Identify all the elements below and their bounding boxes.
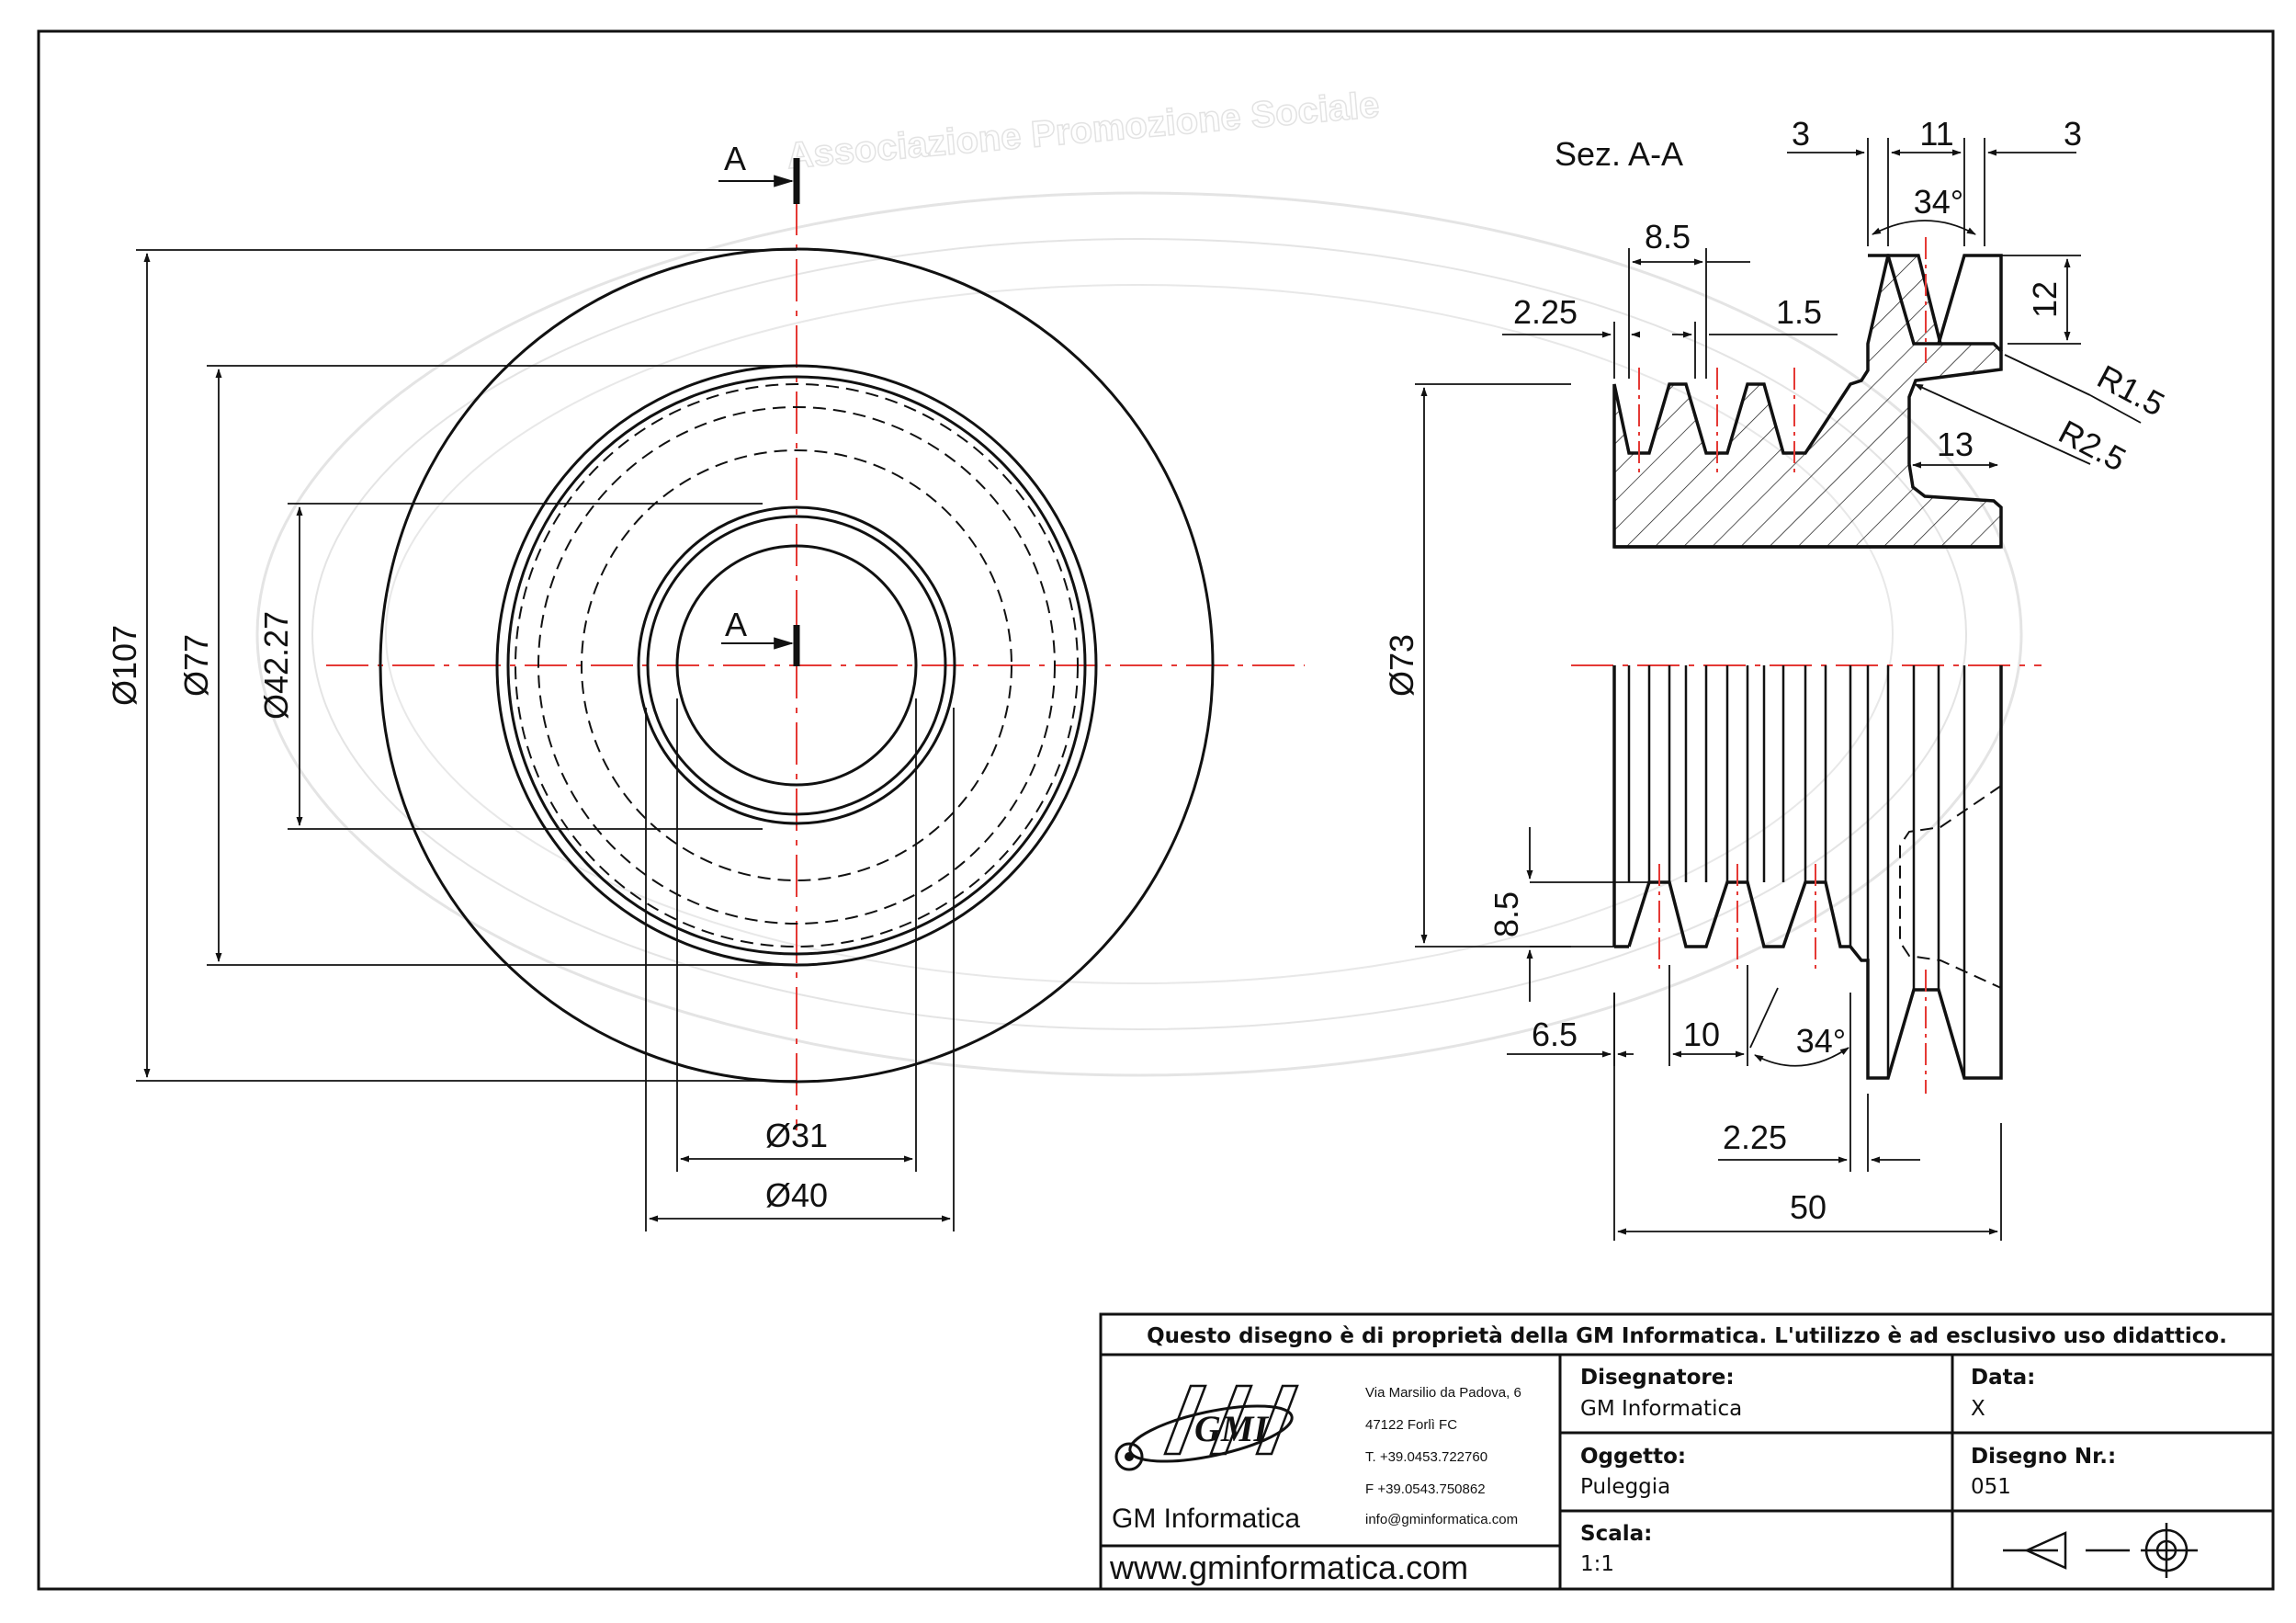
section-title: Sez. A-A [1555,135,1684,173]
dim-d73: Ø73 [1383,633,1420,698]
dim-d77: Ø77 [177,633,215,698]
address-line1: Via Marsilio da Padova, 6 [1365,1385,1521,1401]
dim-2-25-top: 2.25 [1512,293,1578,331]
scale-value: 1:1 [1580,1552,1615,1576]
dim-r1-5: R1.5 [2091,357,2171,424]
company-name: GM Informatica [1112,1504,1301,1534]
logo-text: GMI [1193,1408,1269,1449]
dim-d107: Ø107 [106,624,143,707]
email-address: info@gminformatica.com [1365,1512,1519,1527]
date-label: Data: [1971,1366,2036,1390]
dim-d40: Ø40 [764,1176,829,1214]
object-value: Puleggia [1580,1475,1671,1499]
dim-d42: Ø42.27 [257,610,295,721]
phone-number: T. +39.0453.722760 [1365,1449,1488,1465]
lower-view-outline [1614,547,2001,1078]
title-block [1101,1314,2273,1589]
date-value: X [1971,1397,1985,1421]
drawing-no-value: 051 [1971,1475,2011,1499]
title-notice: Questo disegno è di proprietà della GM Informatica. L'utilizzo è ad esclusivo uso didattico. [1147,1324,2227,1348]
dim-top-11: 11 [1919,115,1954,153]
front-view [106,140,1305,1231]
dim-50: 50 [1789,1188,1827,1226]
address-line2: 47122 Forlì FC [1365,1417,1458,1433]
designer-value: GM Informatica [1580,1397,1743,1421]
dim-d31: Ø31 [764,1117,829,1154]
website-url: www.gminformatica.com [1110,1549,1469,1586]
dim-8-5-top: 8.5 [1644,218,1691,255]
section-letter-top: A [723,140,747,177]
dim-angle-top: 34° [1913,183,1964,221]
dim-6-5: 6.5 [1531,1016,1578,1053]
dim-13: 13 [1936,426,1974,463]
designer-label: Disegnatore: [1580,1366,1735,1390]
dim-12: 12 [2026,280,2064,319]
drawing-no-label: Disegno Nr.: [1971,1445,2117,1469]
section-letter-center: A [724,606,748,643]
dim-r2-5: R2.5 [2053,412,2132,479]
scale-label: Scala: [1580,1522,1653,1546]
watermark-text: Associazione Promozione Sociale [785,84,1381,177]
dim-8-5-left: 8.5 [1487,891,1525,938]
section-view [1383,115,2171,1241]
dim-10: 10 [1682,1016,1721,1053]
dim-1-5: 1.5 [1775,293,1823,331]
object-label: Oggetto: [1580,1445,1687,1469]
dim-2-25-bottom: 2.25 [1722,1118,1788,1156]
dim-top-3-right: 3 [2063,115,2083,153]
dim-top-3-left: 3 [1791,115,1811,153]
fax-number: F +39.0543.750862 [1365,1481,1486,1497]
dim-angle-bottom: 34° [1795,1022,1847,1060]
